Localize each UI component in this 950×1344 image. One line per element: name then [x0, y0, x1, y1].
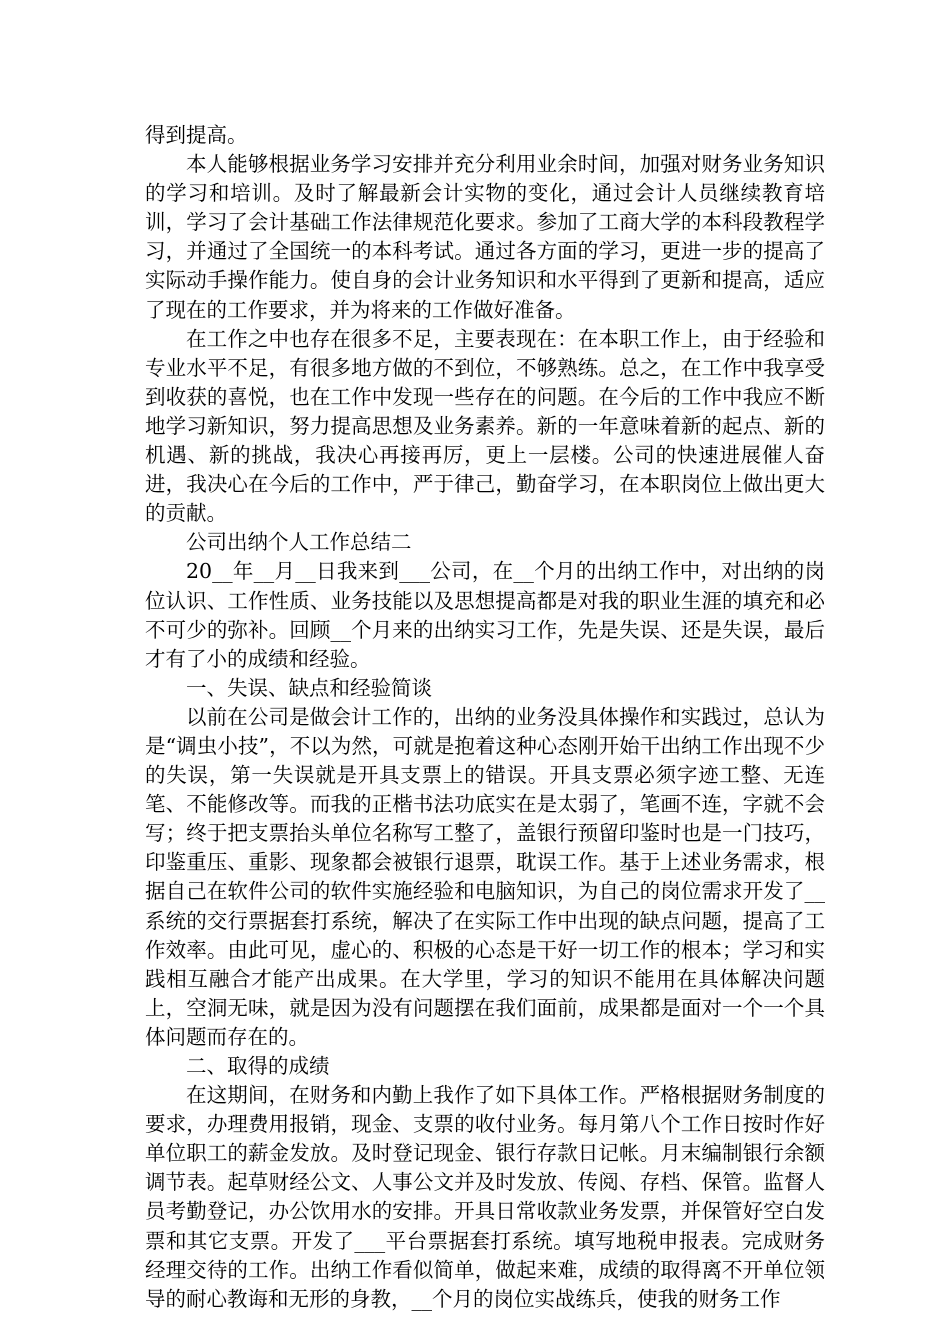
- paragraph-mistakes: 以前在公司是做会计工作的，出纳的业务没具体操作和实践过，总认为是“调虫小技”，不以为然，可就是抱着这种心态刚开始干出纳工作出现不少的失误，第一失误就是开具支票上的错误。开具支票必须字迹工整、无连笔、不能修改等。而我的正楷书法功底实在是太弱了，笔画不连，字就不会写；终于把支票抬头单位名称写工整了，盖银行预留印鉴时也是一门技巧，印鉴重压、重影、现象都会被银行退票，耽误工作。基于上述业务需求，根据自己在软件公司的软件实施经验和电脑知识，为自己的岗位需求开发了__系统的交行票据套打系统，解决了在实际工作中出现的缺点问题，提高了工作效率。由此可见，虚心的、积极的心态是干好一切工作的根本；学习和实践相互融合才能产出成果。在大学里，学习的知识不能用在具体解决问题上，空洞无味，就是因为没有问题摆在我们面前，成果都是面对一个一个具体问题而存在的。: [145, 704, 825, 1049]
- section-heading-achievements: 二、取得的成绩: [186, 1054, 330, 1078]
- paragraph-intro: 20__年__月__日我来到___公司，在__个月的出纳工作中，对出纳的岗位认识、工作性质、业务技能以及思想提高都是对我的职业生涯的填充和必不可少的弥补。回顾__个月来的出纳实习工作，先是失误、还是失误，最后才有了小的成绩和经验。: [145, 559, 825, 671]
- document-page: [145, 121, 825, 1314]
- section-heading-mistakes: 一、失误、缺点和经验简谈: [186, 675, 432, 700]
- paragraph-shortcomings: 在工作之中也存在很多不足，主要表现在：在本职工作上，由于经验和专业水平不足，有很多地方做的不到位，不够熟练。总之，在工作中我享受到收获的喜悦，也在工作中发现一些存在的问题。在今后的工作中我应不断地学习新知识，努力提高思想及业务素养。新的一年意味着新的起点、新的机遇、新的挑战，我决心再接再厉，更上一层楼。公司的快速进展催人奋进，我决心在今后的工作中，严于律己，勤奋学习，在本职岗位上做出更大的贡献。: [145, 326, 825, 526]
- paragraph-continuation: 得到提高。: [145, 123, 248, 147]
- paragraph-achievements: 在这期间，在财务和内勤上我作了如下具体工作。严格根据财务制度的要求，办理费用报销，现金、支票的收付业务。每月第八个工作日按时作好单位职工的薪金发放。及时登记现金、银行存款日记帐。月末编制银行余额调节表。起草财经公文、人事公文并及时发放、传阅、存档、保管。监督人员考勤登记，办公饮用水的安排。开具日常收款业务发票，并保管好空白发票和其它支票。开发了___平台票据套打系统。填写地税申报表。完成财务经理交待的工作。出纳工作看似简单，做起来难，成绩的取得离不开单位领导的耐心教诲和无形的身教，__个月的岗位实战练兵，使我的财务工作: [145, 1083, 825, 1311]
- section-title: 公司出纳个人工作总结二: [186, 530, 412, 555]
- paragraph-self-study: 本人能够根据业务学习安排并充分利用业余时间，加强对财务业务知识的学习和培训。及时了解最新会计实物的变化，通过会计人员继续教育培训，学习了会计基础工作法律规范化要求。参加了工商大学的本科段教程学习，并通过了全国统一的本科考试。通过各方面的学习，更进一步的提高了实际动手操作能力。使自身的会计业务知识和水平得到了更新和提高，适应了现在的工作要求，并为将来的工作做好准备。: [145, 152, 825, 322]
